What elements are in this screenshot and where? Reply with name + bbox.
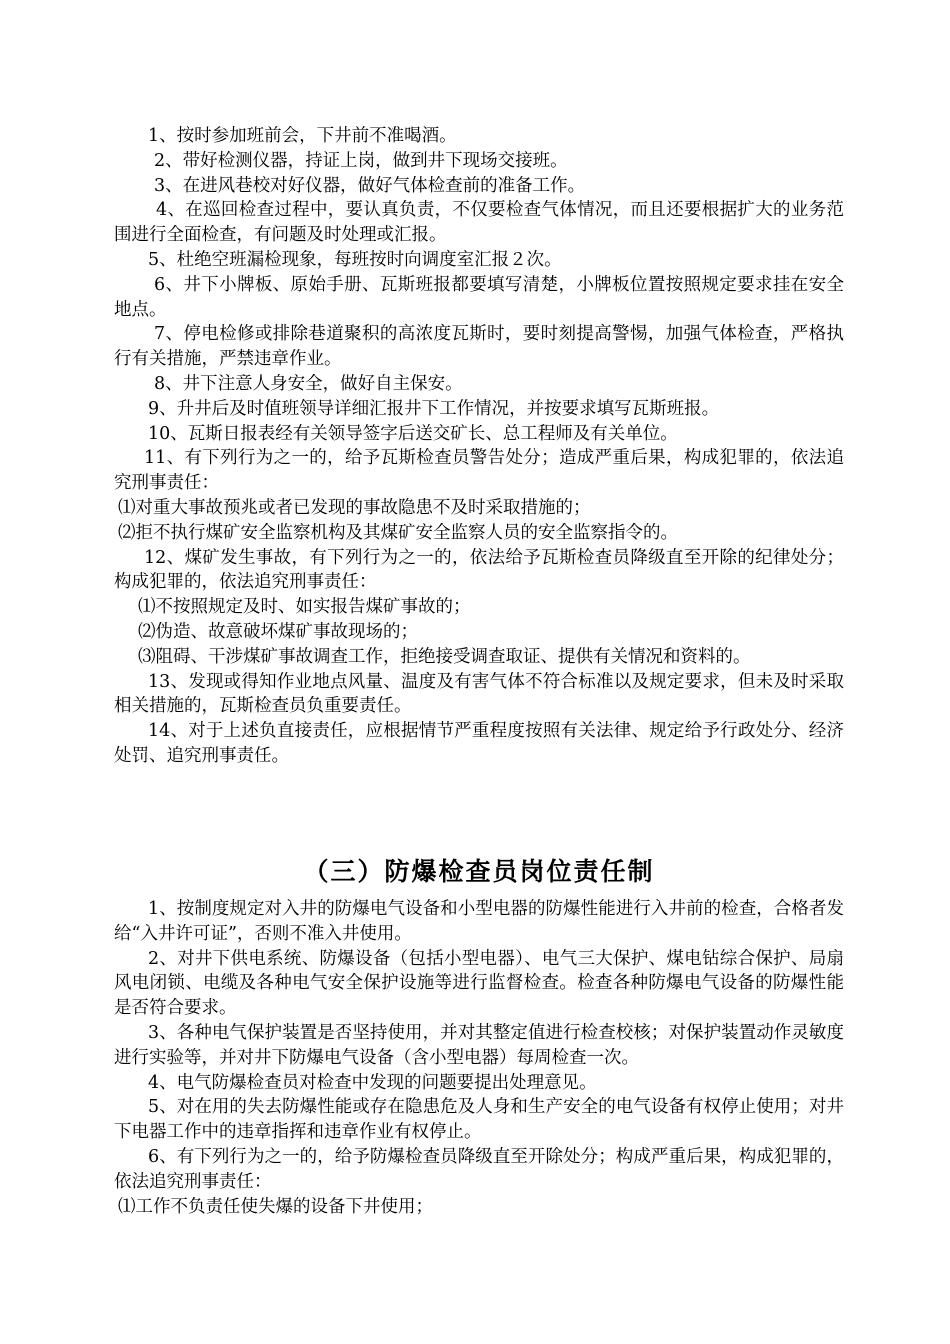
paragraph: 3、在进风巷校对好仪器，做好气体检查前的准备工作。: [154, 175, 586, 196]
paragraph: 3、各种电气保护装置是否坚持使用，并对其整定值进行检查校核；对保护装置动作灵敏度进行实验等，并对井下防爆电气设备（含小型电器）每周检查一次。: [114, 1022, 844, 1068]
paragraph: ⑶阻碍、干涉煤矿事故调查工作，拒绝接受调查取证、提供有关情况和资料的。: [138, 646, 751, 667]
paragraph: ⑵拒不执行煤矿安全监察机构及其煤矿安全监察人员的安全监察指令的。: [118, 522, 678, 543]
paragraph: 6、井下小牌板、原始手册、瓦斯班报都要填写清楚，小牌板位置按照规定要求挂在安全地点。: [114, 274, 844, 320]
paragraph: 1、按时参加班前会，下井前不准喝酒。: [148, 126, 457, 146]
paragraph: 12、煤矿发生事故，有下列行为之一的，依法给予瓦斯检查员降级直至开除的纪律处分；构成犯罪的，依法追究刑事责任：: [114, 547, 844, 593]
paragraph: 10、瓦斯日报表经有关领导签字后送交矿长、总工程师及有关单位。: [148, 423, 678, 444]
paragraph: 14、对于上述负直接责任，应根据情节严重程度按照有关法律、规定给予行政处分、经济处罚、追究刑事责任。: [114, 721, 844, 766]
paragraph: 11、有下列行为之一的，给予瓦斯检查员警告处分；造成严重后果，构成犯罪的，依法追究刑事责任：: [114, 448, 844, 494]
paragraph: 5、对在用的失去防爆性能或存在隐患危及人身和生产安全的电气设备有权停止使用；对井下电器工作中的违章指挥和违章作业有权停止。: [114, 1097, 844, 1143]
paragraph: 13、发现或得知作业地点风量、温度及有害气体不符合标准以及规定要求，但未及时采取相关措施的，瓦斯检查员负重要责任。: [114, 671, 844, 717]
paragraph: 9、升井后及时值班领导详细汇报井下工作情况，并按要求填写瓦斯班报。: [148, 398, 720, 419]
section-title: （三）防爆检查员岗位责任制: [303, 857, 655, 886]
paragraph: ⑴工作不负责任使失爆的设备下井使用；: [118, 1196, 433, 1217]
paragraph: ⑴不按照规定及时、如实报告煤矿事故的；: [138, 597, 471, 618]
section-2-body: [114, 897, 844, 1219]
paragraph: 4、电气防爆检查员对检查中发现的问题要提出处理意见。: [148, 1072, 597, 1093]
paragraph: 5、杜绝空班漏检现象，每班按时向调度室汇报２次。: [148, 249, 562, 270]
paragraph: ⑴对重大事故预兆或者已发现的事故隐患不及时采取措施的；: [118, 497, 591, 518]
paragraph: 1、按制度规定对入井的防爆电气设备和小型电器的防爆性能进行入井前的检查，合格者发给“入井许可证”，否则不准入井使用。: [114, 899, 844, 944]
paragraph: 2、对井下供电系统、防爆设备（包括小型电器）、电气三大保护、煤电钻综合保护、局扇风电闭锁、电缆及各种电气安全保护设施等进行监督检查。检查各种防爆电气设备的防爆性能是否符合要求。: [114, 948, 844, 1019]
section-1-body: [114, 124, 844, 769]
paragraph: 8、井下注意人身安全，做好自主保安。: [154, 373, 463, 394]
paragraph: 4、在巡回检查过程中，要认真负责，不仅要检查气体情况，而且还要根据扩大的业务范围进行全面检查，有问题及时处理或汇报。: [114, 200, 844, 246]
paragraph: ⑵伪造、故意破坏煤矿事故现场的；: [138, 621, 418, 642]
paragraph: 7、停电检修或排除巷道聚积的高浓度瓦斯时，要时刻提高警惕，加强气体检查，严格执行有关措施，严禁违章作业。: [114, 324, 844, 370]
paragraph: 2、带好检测仪器，持证上岗，做到井下现场交接班。: [154, 150, 568, 171]
paragraph: 6、有下列行为之一的，给予防爆检查员降级直至开除处分；构成严重后果，构成犯罪的，依法追究刑事责任：: [114, 1146, 844, 1192]
